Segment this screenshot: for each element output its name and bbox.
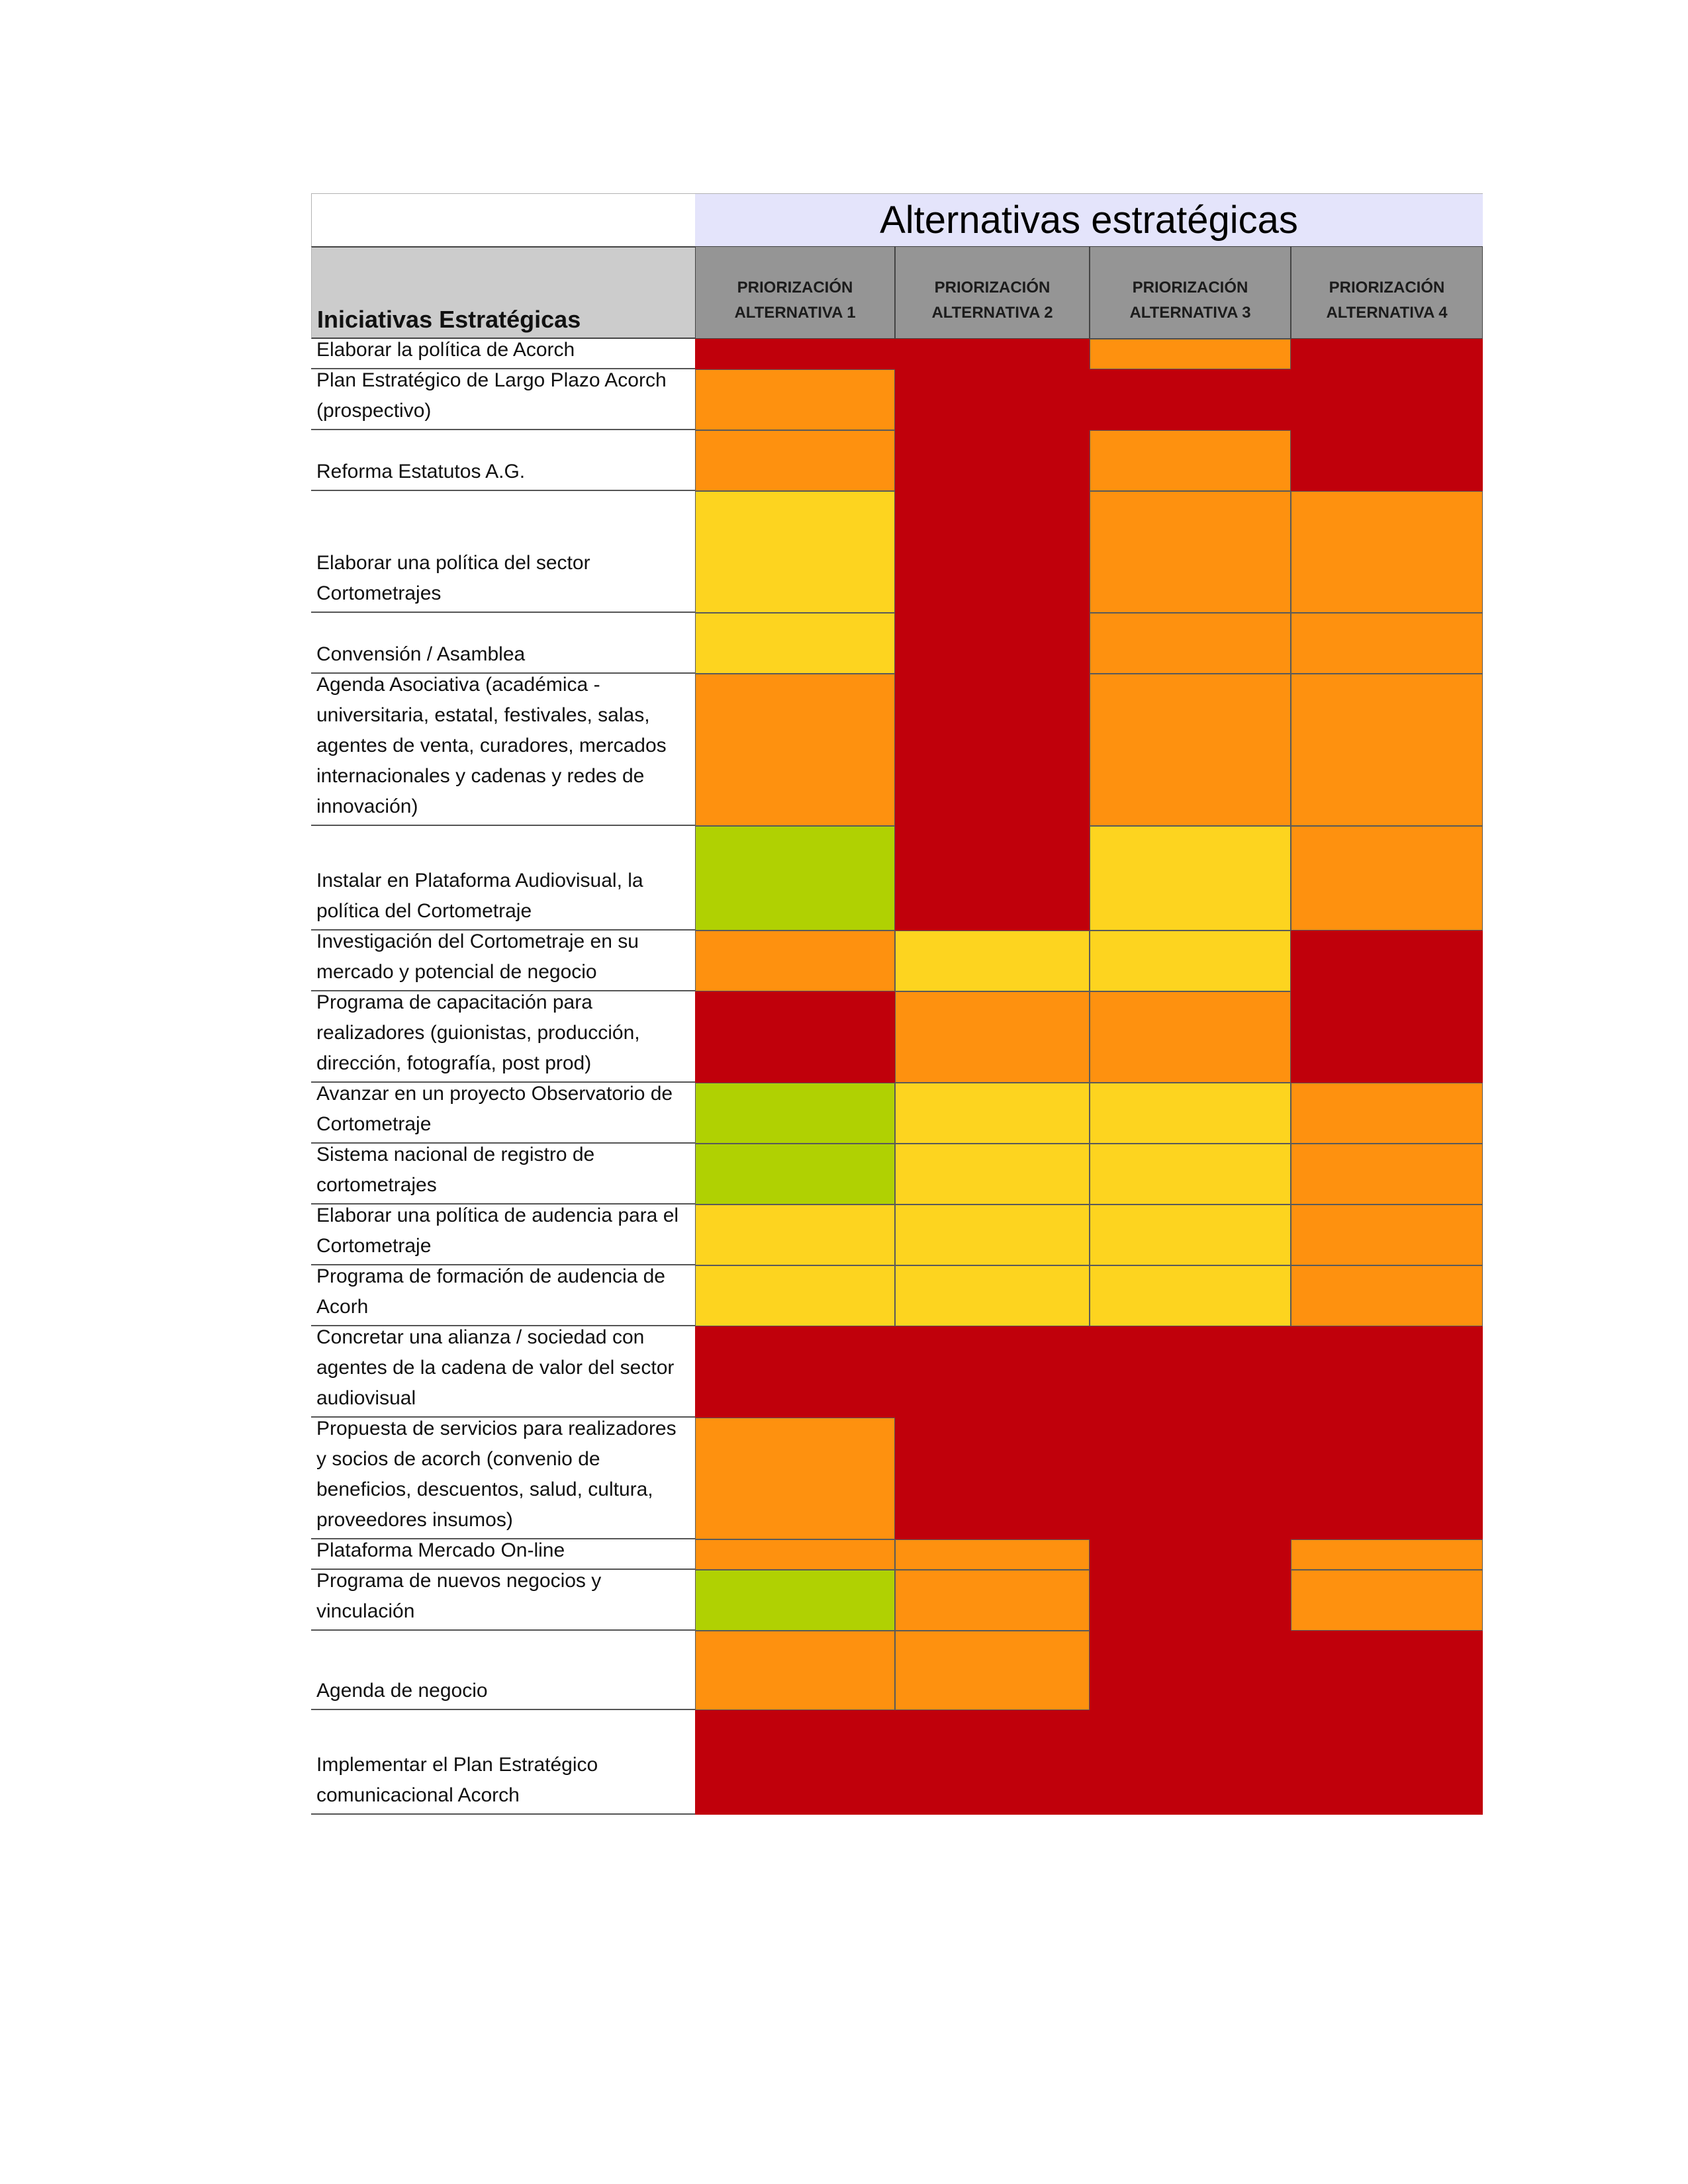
initiative-label-text: Elaborar la política de Acorch: [316, 339, 575, 361]
priority-cell-alt-3: [1090, 1326, 1291, 1418]
priority-cell-alt-1: [695, 1144, 895, 1205]
priority-cell-alt-4: [1291, 1265, 1483, 1326]
priority-cell-alt-3: [1090, 1539, 1291, 1570]
initiative-label: [311, 991, 695, 1083]
priority-cell-alt-3: [1090, 931, 1291, 991]
initiative-label: [311, 826, 695, 931]
initiative-label: [311, 491, 695, 613]
initiative-label: [311, 1144, 695, 1205]
priority-cell-alt-1: [695, 613, 895, 674]
initiative-label: [311, 613, 695, 674]
priority-cell-alt-4: [1291, 1631, 1483, 1710]
initiative-label-text: Elaborar una política de audencia para el Cortometraje: [316, 1205, 679, 1257]
title-blank-cell: [311, 193, 695, 246]
priority-cell-alt-3: [1090, 826, 1291, 931]
priority-cell-alt-2: [895, 613, 1090, 674]
initiative-label: [311, 1570, 695, 1631]
priority-cell-alt-4: [1291, 991, 1483, 1083]
initiative-label-text: Implementar el Plan Estratégico comunicacional Acorch: [316, 1754, 598, 1806]
priority-cell-alt-4: [1291, 1144, 1483, 1205]
initiative-label-text: Programa de formación de audencia de Acorh: [316, 1265, 665, 1318]
priority-cell-alt-3: [1090, 674, 1291, 826]
priority-cell-alt-3: [1090, 369, 1291, 430]
priority-cell-alt-2: [895, 1265, 1090, 1326]
priority-cell-alt-3: [1090, 1205, 1291, 1265]
priority-cell-alt-4: [1291, 674, 1483, 826]
priority-cell-alt-1: [695, 369, 895, 430]
priority-cell-alt-4: [1291, 1326, 1483, 1418]
initiative-label-text: Investigación del Cortometraje en su mercado y potencial de negocio: [316, 931, 639, 983]
priority-cell-alt-3: [1090, 430, 1291, 491]
initiative-label-text: Convensión / Asamblea: [316, 643, 526, 665]
priority-cell-alt-2: [895, 674, 1090, 826]
priority-cell-alt-3: [1090, 1710, 1291, 1815]
priority-cell-alt-1: [695, 1539, 895, 1570]
priority-cell-alt-2: [895, 991, 1090, 1083]
initiative-label-text: Agenda Asociativa (académica - universitaria, estatal, festivales, salas, agentes de venta, curadores, mercados internacionales y cadenas y redes de innovación): [316, 674, 667, 817]
priority-cell-alt-4: [1291, 430, 1483, 491]
priority-cell-alt-2: [895, 1631, 1090, 1710]
priority-cell-alt-1: [695, 674, 895, 826]
priority-cell-alt-1: [695, 1570, 895, 1631]
priority-cell-alt-3: [1090, 339, 1291, 369]
priority-cell-alt-1: [695, 1326, 895, 1418]
initiative-label-text: Concretar una alianza / sociedad con agentes de la cadena de valor del sector audiovisual: [316, 1326, 675, 1409]
priority-cell-alt-1: [695, 931, 895, 991]
alternative-1-header: PRIORIZACIÓN ALTERNATIVA 1: [695, 246, 895, 339]
priority-cell-alt-4: [1291, 931, 1483, 991]
priority-cell-alt-1: [695, 1710, 895, 1815]
initiative-label-text: Programa de nuevos negocios y vinculación: [316, 1570, 602, 1622]
alternative-2-header: PRIORIZACIÓN ALTERNATIVA 2: [895, 246, 1090, 339]
priority-cell-alt-2: [895, 369, 1090, 430]
priority-cell-alt-1: [695, 491, 895, 613]
priority-cell-alt-3: [1090, 991, 1291, 1083]
priority-cell-alt-3: [1090, 1083, 1291, 1144]
priority-cell-alt-2: [895, 339, 1090, 369]
initiative-label: [311, 1539, 695, 1570]
initiative-label: [311, 369, 695, 430]
priority-cell-alt-1: [695, 339, 895, 369]
priority-cell-alt-2: [895, 1710, 1090, 1815]
alternative-4-header: PRIORIZACIÓN ALTERNATIVA 4: [1291, 246, 1483, 339]
priority-cell-alt-3: [1090, 491, 1291, 613]
priority-cell-alt-4: [1291, 1539, 1483, 1570]
initiative-label: [311, 1631, 695, 1710]
priority-cell-alt-4: [1291, 1710, 1483, 1815]
initiative-label-text: Sistema nacional de registro de cortometrajes: [316, 1144, 595, 1196]
initiative-label-text: Avanzar en un proyecto Observatorio de Cortometraje: [316, 1083, 673, 1135]
initiative-label-text: Propuesta de servicios para realizadores y socios de acorch (convenio de beneficios, descuentos, salud, cultura, proveedores insumos): [316, 1418, 677, 1531]
priority-cell-alt-1: [695, 1631, 895, 1710]
initiative-label: [311, 1205, 695, 1265]
initiative-label-text: Plataforma Mercado On-line: [316, 1539, 565, 1561]
priority-cell-alt-1: [695, 1418, 895, 1539]
priority-cell-alt-3: [1090, 1570, 1291, 1631]
priority-cell-alt-2: [895, 1205, 1090, 1265]
priority-cell-alt-2: [895, 931, 1090, 991]
priority-cell-alt-4: [1291, 613, 1483, 674]
table-title: Alternativas estratégicas: [695, 193, 1483, 246]
priority-cell-alt-2: [895, 1083, 1090, 1144]
priority-cell-alt-4: [1291, 1083, 1483, 1144]
alternative-3-header: PRIORIZACIÓN ALTERNATIVA 3: [1090, 246, 1291, 339]
priority-cell-alt-3: [1090, 613, 1291, 674]
priority-cell-alt-4: [1291, 339, 1483, 369]
priority-cell-alt-3: [1090, 1631, 1291, 1710]
priority-matrix: [311, 193, 1483, 1815]
priority-cell-alt-2: [895, 1539, 1090, 1570]
initiative-label: [311, 1418, 695, 1539]
priority-cell-alt-1: [695, 826, 895, 931]
priority-cell-alt-3: [1090, 1418, 1291, 1539]
priority-cell-alt-4: [1291, 826, 1483, 931]
initiative-label-text: Reforma Estatutos A.G.: [316, 461, 526, 482]
row-header-initiatives: Iniciativas Estratégicas: [311, 246, 695, 339]
priority-cell-alt-4: [1291, 369, 1483, 430]
priority-cell-alt-1: [695, 430, 895, 491]
priority-cell-alt-4: [1291, 1418, 1483, 1539]
initiative-label: [311, 674, 695, 826]
priority-cell-alt-2: [895, 1144, 1090, 1205]
initiative-label-text: Elaborar una política del sector Cortometrajes: [316, 552, 590, 604]
priority-cell-alt-2: [895, 430, 1090, 491]
priority-cell-alt-1: [695, 1083, 895, 1144]
priority-cell-alt-2: [895, 491, 1090, 613]
priority-cell-alt-3: [1090, 1144, 1291, 1205]
initiative-label: [311, 1265, 695, 1326]
priority-cell-alt-4: [1291, 491, 1483, 613]
initiative-label-text: Instalar en Plataforma Audiovisual, la política del Cortometraje: [316, 870, 643, 922]
initiative-label: [311, 1326, 695, 1418]
priority-cell-alt-2: [895, 826, 1090, 931]
priority-cell-alt-1: [695, 1265, 895, 1326]
priority-cell-alt-1: [695, 1205, 895, 1265]
priority-cell-alt-1: [695, 991, 895, 1083]
initiative-label-text: Agenda de negocio: [316, 1680, 488, 1702]
initiative-label-text: Programa de capacitación para realizadores (guionistas, producción, dirección, fotografía, post prod): [316, 991, 640, 1074]
initiative-label: [311, 931, 695, 991]
initiative-label: [311, 430, 695, 491]
initiative-label: [311, 1083, 695, 1144]
initiative-label: [311, 1710, 695, 1815]
priority-cell-alt-2: [895, 1418, 1090, 1539]
initiative-label: [311, 339, 695, 369]
priority-cell-alt-3: [1090, 1265, 1291, 1326]
priority-cell-alt-2: [895, 1326, 1090, 1418]
initiative-label-text: Plan Estratégico de Largo Plazo Acorch (prospectivo): [316, 369, 667, 422]
priority-cell-alt-4: [1291, 1205, 1483, 1265]
priority-cell-alt-4: [1291, 1570, 1483, 1631]
priority-cell-alt-2: [895, 1570, 1090, 1631]
